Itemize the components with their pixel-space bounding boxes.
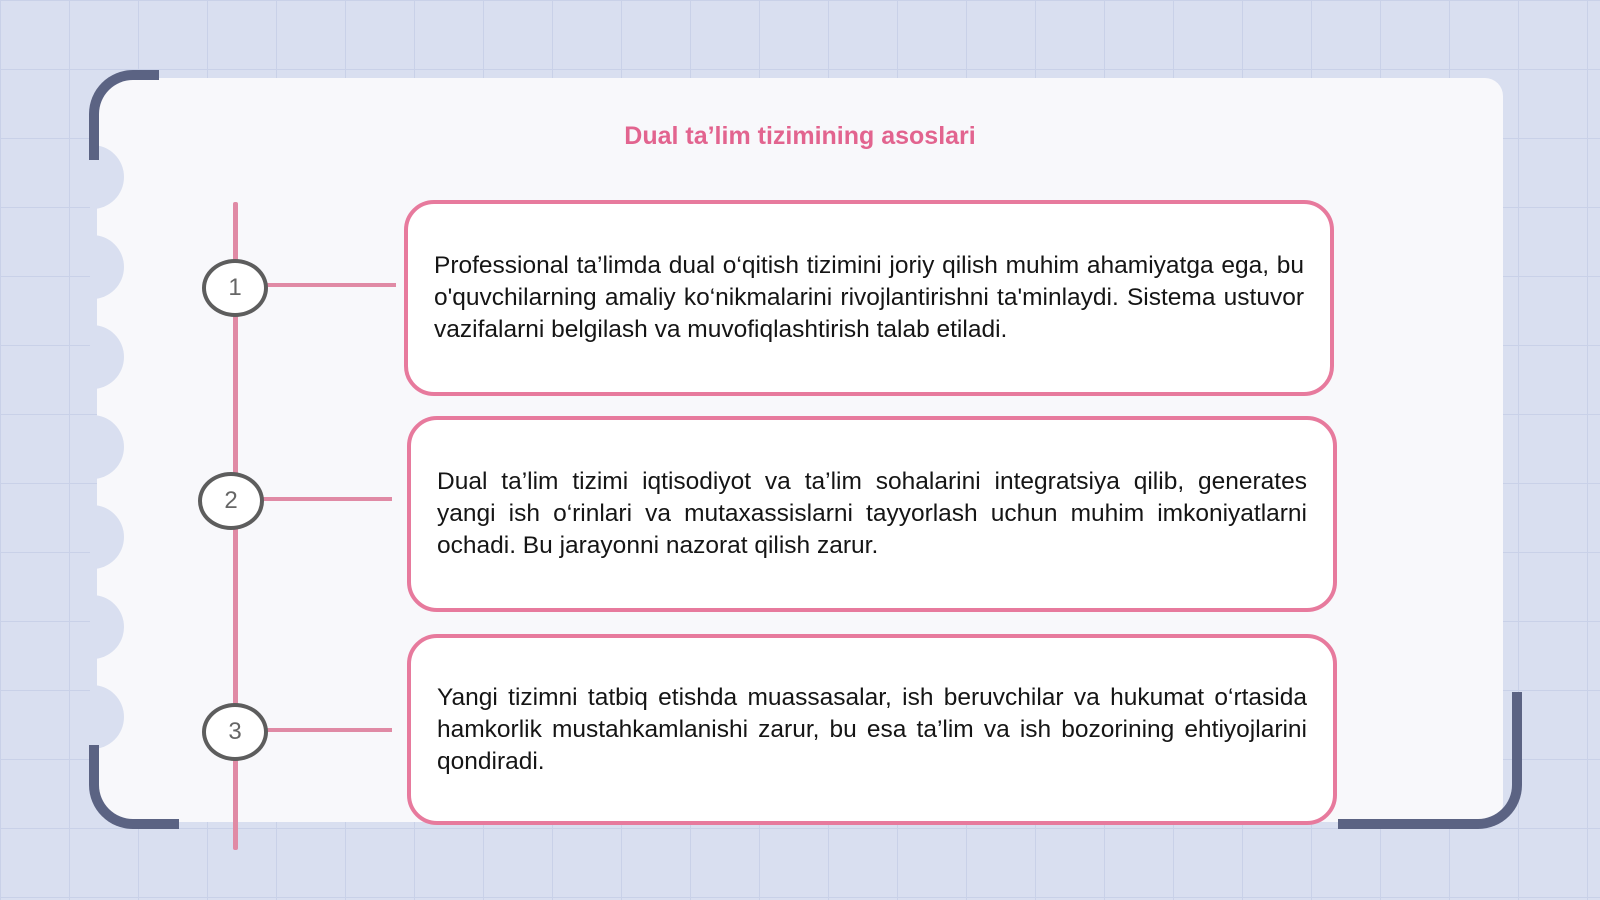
timeline-connector xyxy=(262,497,392,501)
step-card-text: Dual ta’lim tizimi iqtisodiyot va ta’lim sohalarini integratsiya qilib, generates yangi ish o‘rinlari va mutaxassislarni tayyorlash uchun muhim imkoniyatlarni ochadi. Bu jarayonni nazorat qilish zarur. xyxy=(437,468,1307,559)
step-number-badge: 1 xyxy=(202,259,268,317)
timeline-connector xyxy=(266,728,392,732)
step-card-text: Yangi tizimni tatbiq etishda muassasalar, ish beruvchilar va hukumat o‘rtasida hamkorlik mustahkamlanishi zarur, bu esa ta’lim va ish bozorining ehtiyojlarini qondiradi. xyxy=(437,683,1307,775)
step-number-badge: 3 xyxy=(202,703,268,761)
step-card xyxy=(407,416,1337,612)
step-number-badge: 2 xyxy=(198,472,264,530)
step-card-text: Professional ta’limda dual o‘qitish tizimini joriy qilish muhim ahamiyatga ega, bu o'quvchilarning amaliy ko‘nikmalarini rivojlantirishni ta'minlaydi. Sistema ustuvor vazifalarni belgilash va muvofiqlashtirish talab etiladi. xyxy=(434,252,1304,343)
corner-bracket-bottom-left xyxy=(89,745,179,829)
step-card xyxy=(404,200,1334,396)
timeline-connector xyxy=(266,283,396,287)
slide-title: Dual ta’lim tizimining asoslari xyxy=(624,122,976,150)
corner-bracket-bottom-right xyxy=(1338,692,1522,829)
step-card xyxy=(407,634,1337,825)
